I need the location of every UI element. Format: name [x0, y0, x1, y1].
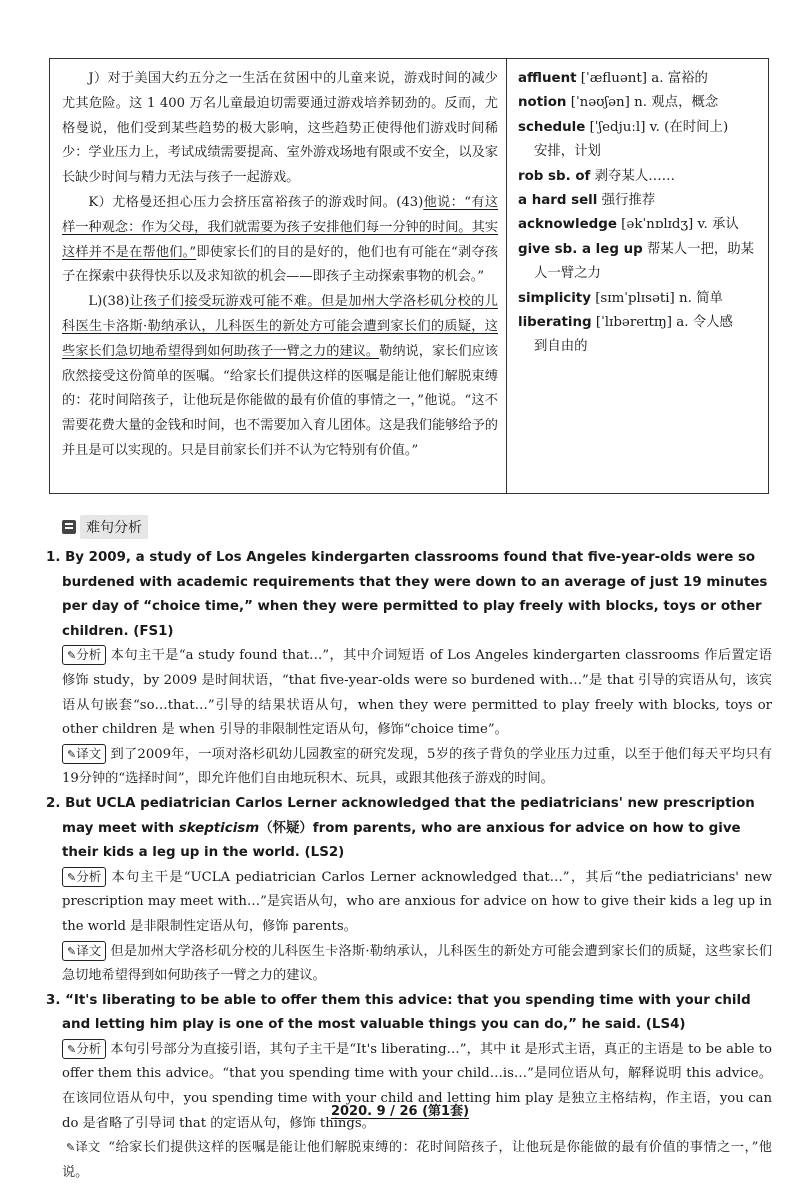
paragraph-l-underlined: 让孩子们接受玩游戏可能不难。但是加州大学洛杉矶分校的儿科医生卡洛斯·勒纳承认，儿科医生的新处方可能会遭到家长们的质疑，这些家长们急切地希望得到如何助孩子一臂之力的建议。: [62, 294, 498, 359]
analysis-badge: ✎分析: [62, 1039, 106, 1059]
page-footer: [0, 1100, 800, 1119]
vocab-item: [518, 67, 764, 91]
paragraph-l-start: L)(38): [88, 294, 130, 310]
italic-word: skepticism: [178, 820, 260, 836]
vocab-item: [518, 238, 764, 287]
vocab-item: [518, 189, 764, 213]
paragraph-k-underlined: 他说：“有这样一种观念：作为父母，我们就需要为孩子安排他们每一分钟的时间。其实这样并不是在帮他们。”: [62, 194, 499, 260]
sentence-analysis: [46, 546, 772, 1185]
translation-text: ✎译文 到了2009年，一项对洛杉矶幼儿园教室的研究发现，5岁的孩子背负的学业压力过重，以至于他们每天平均只有19分钟的“选择时间”，即允许他们自由地玩积木、玩具，或跟其他孩子游戏的时间。: [62, 745, 772, 787]
translation-text: ✎译文 “给家长们提供这样的医嘱是能让他们解脱束缚的：花时间陪孩子，让他玩是你能做的最有价值的事情之一，”他说。: [62, 1139, 772, 1180]
vocab-word: a hard sell: [518, 193, 598, 209]
analysis-item: [46, 792, 772, 989]
vocab-word: notion: [518, 95, 567, 111]
vocab-word: affluent: [518, 71, 577, 86]
vocab-definition: 强行推荐: [597, 193, 656, 209]
analysis-item: [46, 989, 772, 1185]
vocab-item: [518, 165, 764, 189]
paragraph-k-end: 即使家长们的目的是好的，他们也有可能在“剥夺孩子在探索中获得快乐以及求知欲的机会——即孩子主动探索事物的机会。”: [62, 244, 498, 285]
footer-date: 2020. 9 / 26 (第1套): [330, 1104, 470, 1119]
translation-column: [62, 67, 498, 464]
sentence-english: 3. “It's liberating to be able to offer them this advice: that you spending time with your child and letting him play is one of the most valuable things you can do,” he said. (LS4): [46, 992, 751, 1033]
vocab-item: [518, 116, 764, 165]
analysis-item: [46, 546, 772, 792]
vocab-word: schedule: [518, 119, 586, 135]
paragraph-l-end: 勒纳说，家长们应该欣然接受这份简单的医嘱。“给家长们提供这样的医嘱是能让他们解脱束缚的：花时间陪孩子，让他玩是你能做的最有价值的事情之一，”他说。“这不需要花费大量的金钱和时间，也不需要加入育儿团体。这是我们能够给予的并且是可以实现的。只是目前家长们并不认为它特别有价值。”: [62, 343, 498, 458]
vocab-definition: [ˈnəʊʃən] n. 观点，概念: [566, 95, 719, 111]
analysis-text: ✎分析 本句引号部分为直接引语，其句子主干是“It's liberating…”，其中 it 是形式主语，真正的主语是 to be able to offer them this advice。“that you spending time with your child…is…”是同位语从句，解释说明 this advice。在该同位语从句中，you spending time with your child and letting him play 是独立主格结构，作主语，you can do 是省略了引导词 that 的定语从句，修饰 things。: [62, 1040, 772, 1131]
pen-icon: ✎: [67, 870, 77, 884]
vocab-definition: [ˈlɪbəreɪtɪŋ] a. 令人感: [591, 315, 733, 331]
passage-box: [49, 58, 769, 494]
vocab-definition: 剥夺某人……: [590, 168, 675, 184]
translation-badge: ✎译文: [66, 1139, 101, 1155]
analysis-badge: ✎分析: [62, 645, 106, 665]
pen-icon: ✎: [67, 649, 77, 663]
sentence-english: 2. But UCLA pediatrician Carlos Lerner acknowledged that the pediatricians' new prescription may meet with skepticism（怀疑）from parents, who are anxious for advice on how to give their kids a leg up in the world. (LS2): [46, 795, 755, 861]
vocab-item: [518, 311, 764, 360]
analysis-text: ✎分析 本句主干是“a study found that…”，其中介词短语 of Los Angeles kindergarten classrooms 作后置定语修饰 study，by 2009 是时间状语，“that five-year-olds were so burdened with…”是 that 引导的宾语从句，该宾语从句嵌套“so…that…”引导的结果状语从句，when they were permitted to play freely with blocks, toys or other children 是 when 引导的非限制性定语从句，修饰“choice time”。: [62, 647, 772, 738]
section-header: [62, 516, 148, 538]
pen-icon: ✎: [67, 1042, 77, 1056]
vocabulary-column: [518, 67, 764, 360]
vocab-definition: [əkˈnɒlɪdʒ] v. 承认: [616, 217, 739, 233]
pen-icon: ✎: [66, 1141, 76, 1155]
vocab-definition: [ˈæfluənt] a. 富裕的: [576, 71, 708, 86]
paragraph-k: [62, 191, 498, 290]
vocab-definition: 帮某人一把，助某: [642, 241, 755, 257]
analysis-text: ✎分析 本句主干是“UCLA pediatrician Carlos Lerner acknowledged that…”，其后“the pediatricians' new prescription may meet with…”是宾语从句，who are anxious for advice on how to give their kids a leg up in the world 是非限制性定语从句，修饰 parents。: [62, 868, 772, 934]
vocab-item: [518, 287, 764, 311]
column-divider: [506, 59, 507, 493]
analysis-badge: ✎分析: [62, 867, 106, 887]
vocab-word: rob sb. of: [518, 168, 591, 184]
translation-badge: ✎译文: [62, 744, 106, 764]
pen-icon: ✎: [67, 944, 77, 958]
vocab-item: [518, 213, 764, 237]
vocab-word: liberating: [518, 315, 592, 331]
pen-icon: ✎: [67, 747, 77, 761]
vocab-definition-cont: 安排，计划: [534, 144, 601, 160]
section-title: 难句分析: [80, 515, 148, 539]
paragraph-l: [62, 290, 498, 464]
vocab-definition: [sɪmˈplɪsəti] n. 简单: [590, 290, 723, 306]
vocab-item: [518, 91, 764, 115]
vocab-word: simplicity: [518, 290, 591, 306]
vocab-definition: [ˈʃedjuːl] v. (在时间上): [585, 119, 729, 135]
vocab-definition-cont: 到自由的: [534, 339, 588, 355]
translation-badge: ✎译文: [62, 941, 106, 961]
paragraph-k-start: K）尤格曼还担心压力会挤压富裕孩子的游戏时间。(43): [88, 194, 424, 210]
sentence-english: 1. By 2009, a study of Los Angeles kindergarten classrooms found that five-year-olds were so burdened with academic requirements that they were down to an average of just 19 minutes per day of “choice time,” when they were permitted to play freely with blocks, toys or other children. (FS1): [46, 550, 768, 639]
vocab-word: give sb. a leg up: [518, 241, 643, 257]
vocab-definition-cont: 人一臂之力: [534, 266, 601, 282]
vocab-word: acknowledge: [518, 217, 617, 233]
paragraph-j: J）对于美国大约五分之一生活在贫困中的儿童来说，游戏时间的减少尤其危险。这 1 400 万名儿童最迫切需要通过游戏培养韧劲的。反而，尤格曼说，他们受到某些趋势的极大影响，这些趋势正使得他们游戏时间稀少：学业压力上，考试成绩需要提高、室外游戏场地有限或不安全，以及家长缺少时间与精力无法与孩子一起游戏。: [62, 71, 498, 186]
translation-text: ✎译文 但是加州大学洛杉矶分校的儿科医生卡洛斯·勒纳承认，儿科医生的新处方可能会遭到家长们的质疑，这些家长们急切地希望得到如何助孩子一臂之力的建议。: [62, 942, 772, 984]
section-book-icon: [62, 520, 76, 534]
